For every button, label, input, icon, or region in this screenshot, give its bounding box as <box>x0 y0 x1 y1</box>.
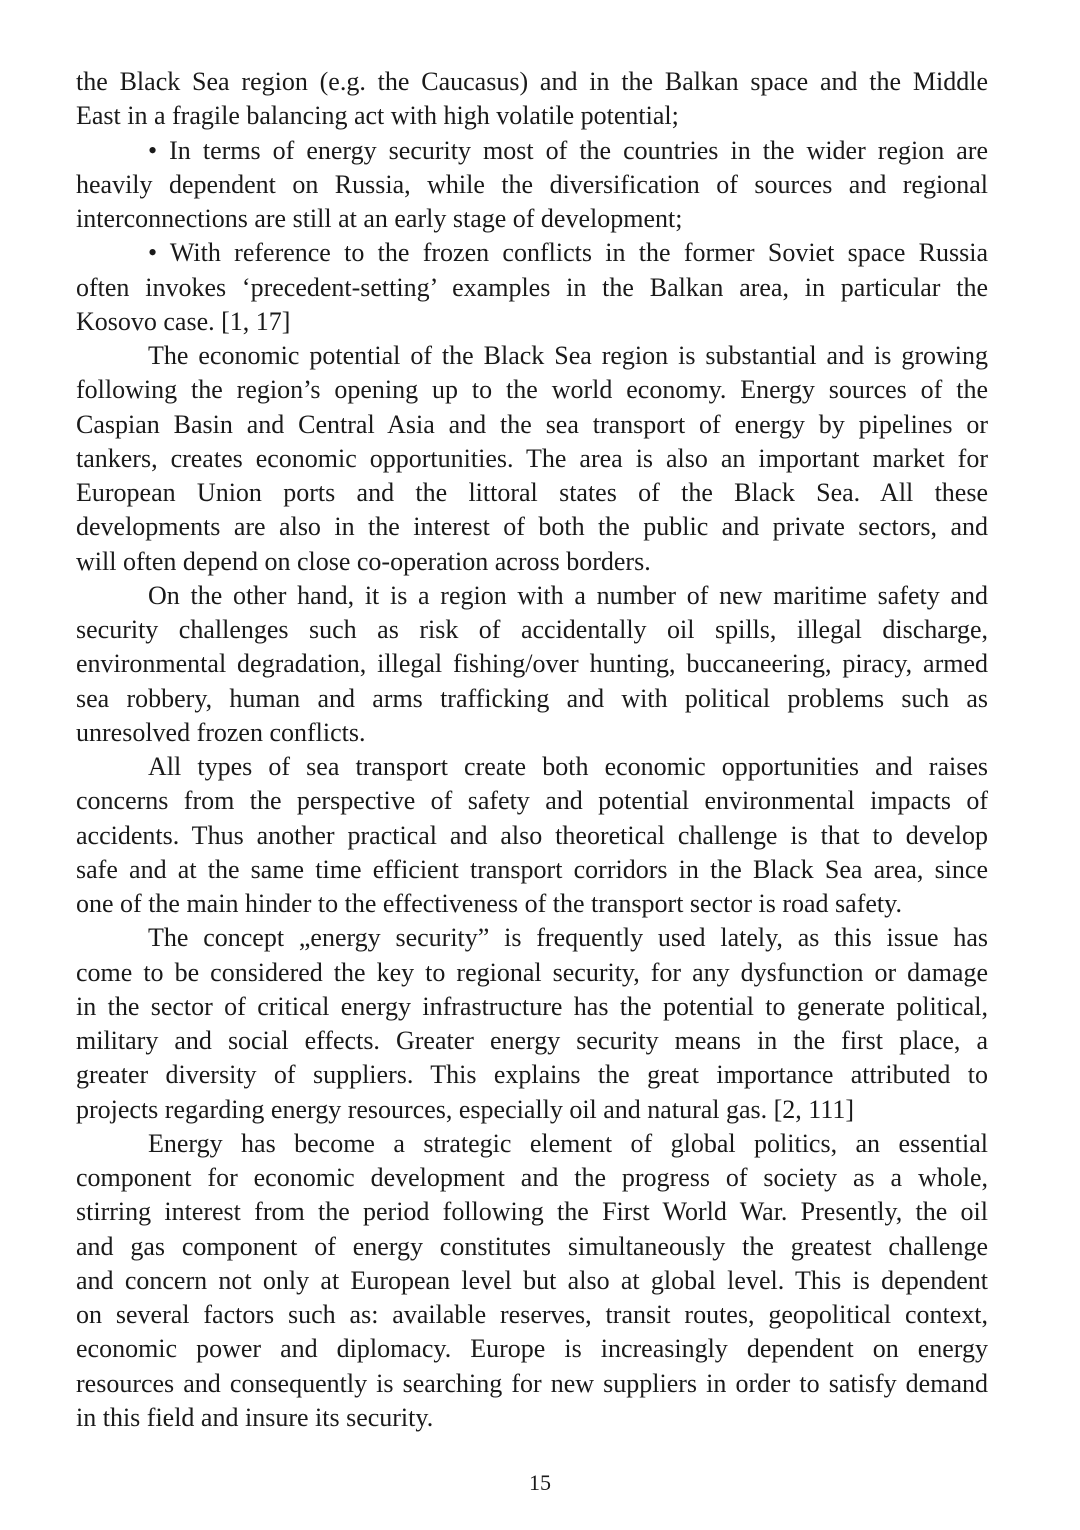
text-line: component for economic development and the progress of society as a whole, <box>76 1163 988 1192</box>
text-line: • In terms of energy security most of the countries in the wider region are <box>148 135 988 165</box>
paragraph <box>76 134 988 237</box>
text-line: concerns from the perspective of safety and potential environmental impacts of <box>76 786 988 816</box>
text-line: Energy has become a strategic element of global politics, an essential <box>148 1128 988 1158</box>
text-line: and gas component of energy constitutes simultaneously the greatest challenge <box>76 1231 988 1261</box>
paragraph <box>76 579 988 750</box>
page-body-text <box>76 65 988 1435</box>
text-line: and concern not only at European level but also at global level. This is dependent <box>76 1265 988 1295</box>
text-line: interconnections are still at an early stage of development; <box>76 204 683 233</box>
text-line: in the sector of critical energy infrastructure has the potential to generate political, <box>76 991 988 1021</box>
text-line: The concept „energy security” is frequently used lately, as this issue has <box>148 923 988 953</box>
text-line: military and social effects. Greater energy security means in the first place, a <box>76 1026 988 1055</box>
text-line: On the other hand, it is a region with a number of new maritime safety and <box>148 580 988 610</box>
text-line: European Union ports and the littoral states of the Black Sea. All these <box>76 478 988 507</box>
text-line: in this field and insure its security. <box>76 1402 434 1432</box>
paragraph <box>76 750 988 921</box>
text-line: often invokes ‘precedent-setting’ examples in the Balkan area, in particular the <box>76 272 988 302</box>
text-line: projects regarding energy resources, especially oil and natural gas. [2, 111] <box>76 1094 855 1124</box>
paragraph <box>76 921 988 1127</box>
page-number: 15 <box>529 1470 551 1495</box>
text-line: tankers, creates economic opportunities. The area is also an important market for <box>76 443 988 473</box>
text-line: The economic potential of the Black Sea region is substantial and is growing <box>148 341 988 370</box>
paragraph <box>76 236 988 339</box>
text-line: on several factors such as: available reserves, transit routes, geopolitical context, <box>76 1300 988 1329</box>
text-line: following the region’s opening up to the world economy. Energy sources of the <box>76 375 988 405</box>
text-line: greater diversity of suppliers. This explains the great importance attributed to <box>76 1060 988 1090</box>
paragraph <box>76 339 988 579</box>
text-line: Kosovo case. [1, 17] <box>76 306 291 336</box>
text-line: heavily dependent on Russia, while the diversification of sources and regional <box>76 169 988 199</box>
text-line: Caspian Basin and Central Asia and the sea transport of energy by pipelines or <box>76 409 988 439</box>
text-line: sea robbery, human and arms trafficking and with political problems such as <box>76 683 988 713</box>
text-line: resources and consequently is searching for new suppliers in order to satisfy demand <box>76 1368 988 1398</box>
text-line: the Black Sea region (e.g. the Caucasus) and in the Balkan space and the Middle <box>76 67 988 96</box>
text-line: All types of sea transport create both economic opportunities and raises <box>148 752 988 781</box>
text-line: will often depend on close co-operation across borders. <box>76 546 651 576</box>
paragraph <box>76 1127 988 1435</box>
text-line: safe and at the same time efficient transport corridors in the Black Sea area, since <box>76 854 988 884</box>
text-line: environmental degradation, illegal fishing/over hunting, buccaneering, piracy, armed <box>76 649 988 679</box>
text-line: come to be considered the key to regional security, for any dysfunction or damage <box>76 957 988 987</box>
text-line: • With reference to the frozen conflicts in the former Soviet space Russia <box>148 238 988 268</box>
text-line: one of the main hinder to the effectiveness of the transport sector is road safety. <box>76 889 902 918</box>
text-line: economic power and diplomacy. Europe is increasingly dependent on energy <box>76 1334 988 1364</box>
text-line: unresolved frozen conflicts. <box>76 717 366 747</box>
text-line: accidents. Thus another practical and also theoretical challenge is that to develop <box>76 820 988 850</box>
text-line: stirring interest from the period following the First World War. Presently, the oil <box>76 1197 988 1227</box>
text-line: developments are also in the interest of both the public and private sectors, and <box>76 512 988 542</box>
text-line: East in a fragile balancing act with high volatile potential; <box>76 101 679 131</box>
paragraph <box>76 65 988 134</box>
text-line: security challenges such as risk of accidentally oil spills, illegal discharge, <box>76 615 988 644</box>
